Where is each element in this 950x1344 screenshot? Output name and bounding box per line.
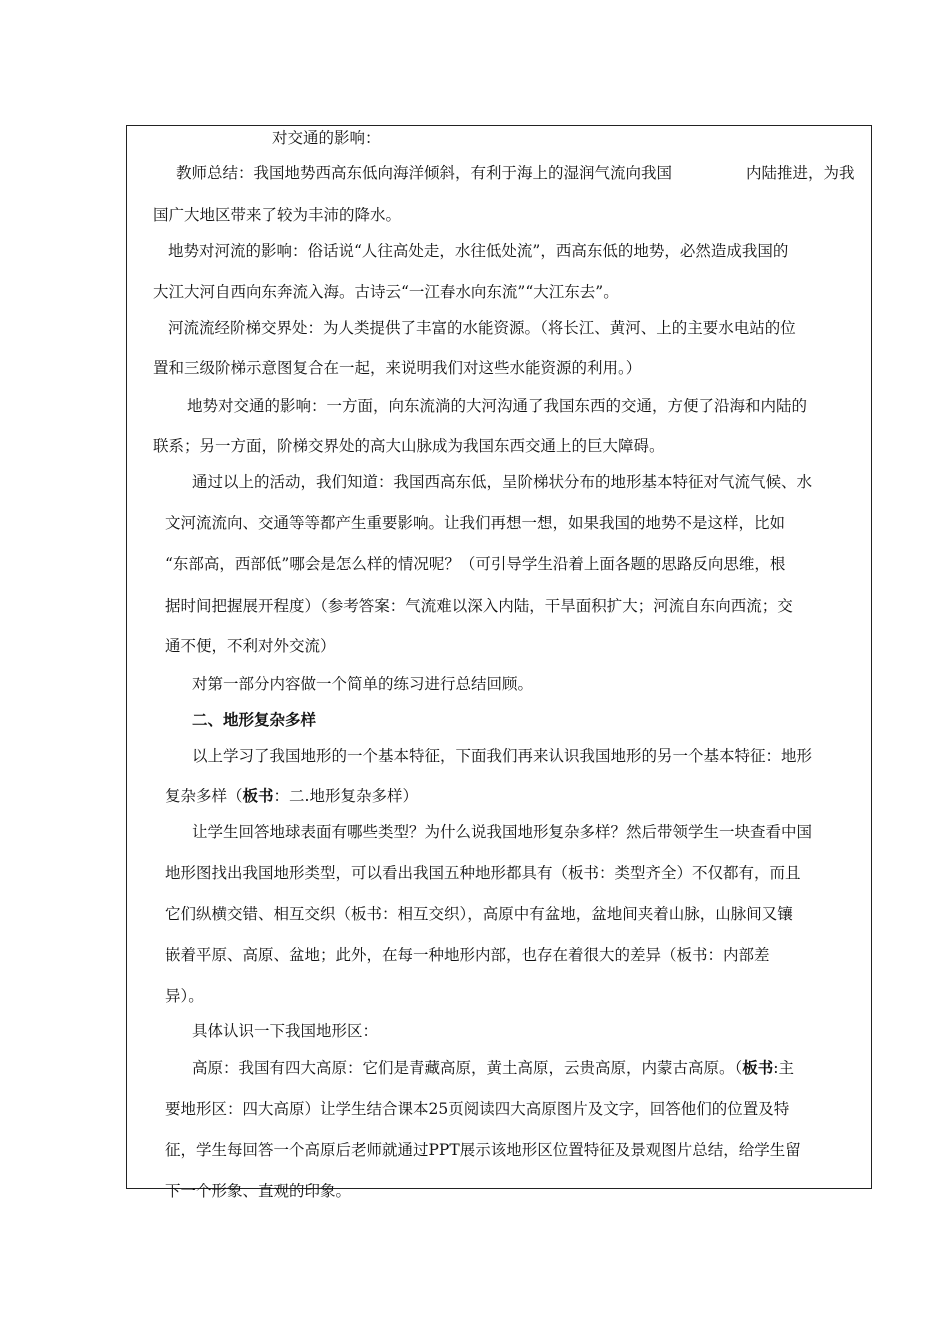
paragraph-line: 据时间把握展开程度）（参考答案：气流难以深入内陆，干旱面积扩大；河流自东向西流；交 <box>165 597 793 615</box>
paragraph-line: 内陆推进，为我 <box>746 164 855 182</box>
paragraph-line: 联系；另一方面，阶梯交界处的高大山脉成为我国东西交通上的巨大障碍。 <box>153 437 665 455</box>
text-run: 高原：我国有四大高原：它们是青藏高原，黄土高原，云贵高原，内蒙古高原。（ <box>192 1059 743 1077</box>
paragraph-line: 具体认识一下我国地形区： <box>192 1022 379 1040</box>
paragraph-line: 国广大地区带来了较为丰沛的降水。 <box>153 206 402 224</box>
paragraph-line: 要地形区：四大高原）让学生结合课本25页阅读四大高原图片及文字，回答他们的位置及特 <box>165 1100 790 1118</box>
paragraph-line: 下一个形象、直观的印象。 <box>165 1182 352 1200</box>
paragraph-line: 它们纵横交错、相互交织（板书：相互交织），高原中有盆地，盆地间夹着山脉，山脉间又镶 <box>165 905 793 923</box>
paragraph-line: 征，学生每回答一个高原后老师就通过PPT展示该地形区位置特征及景观图片总结，给学生留 <box>165 1141 801 1159</box>
paragraph-line: 教师总结：我国地势西高东低向海洋倾斜，有利于海上的湿润气流向我国 <box>176 164 673 182</box>
text-run: 复杂多样（ <box>165 787 243 805</box>
paragraph-line: “东部高，西部低”哪会是怎么样的情况呢？（可引导学生沿着上面各题的思路反向思维，根 <box>165 555 786 573</box>
text-run: ：二.地形复杂多样） <box>273 787 418 805</box>
paragraph-line: 异）。 <box>165 987 204 1005</box>
paragraph-line: 嵌着平原、高原、盆地；此外，在每一种地形内部，也存在着很大的差异（板书：内部差 <box>165 946 770 964</box>
text-run: :主 <box>773 1059 795 1077</box>
paragraph-line: 通过以上的活动，我们知道：我国西高东低，呈阶梯状分布的地形基本特征对气流气候、水 <box>192 473 813 491</box>
paragraph-line: 地势对河流的影响：俗话说“人往高处走，水往低处流”，西高东低的地势，必然造成我国的 <box>168 242 789 260</box>
paragraph-line: 让学生回答地球表面有哪些类型？为什么说我国地形复杂多样？然后带领学生一块查看中国 <box>192 823 813 841</box>
paragraph-line: 置和三级阶梯示意图复合在一起，来说明我们对这些水能资源的利用。） <box>153 359 642 377</box>
paragraph-line: 地形图找出我国地形类型，可以看出我国五种地形都具有（板书：类型齐全）不仅都有，而且 <box>165 864 801 882</box>
paragraph-line <box>165 786 418 806</box>
section-heading: 二、地形复杂多样 <box>192 710 317 729</box>
board-note-label: 板书 <box>242 786 274 805</box>
paragraph-line: 通不便，不利对外交流） <box>165 637 336 655</box>
paragraph-line <box>192 1058 794 1078</box>
paragraph-line: 河流流经阶梯交界处：为人类提供了丰富的水能资源。（将长江、黄河、上的主要水电站的位 <box>168 319 796 337</box>
paragraph-line: 文河流流向、交通等等都产生重要影响。让我们再想一想，如果我国的地势不是这样，比如 <box>165 514 786 532</box>
paragraph-line: 对第一部分内容做一个简单的练习进行总结回顾。 <box>192 675 534 693</box>
paragraph-line: 大江大河自西向东奔流入海。古诗云“一江春水向东流”“大江东去”。 <box>153 283 619 301</box>
paragraph-line: 以上学习了我国地形的一个基本特征，下面我们再来认识我国地形的另一个基本特征：地形 <box>192 747 813 765</box>
board-note-label: 板书 <box>742 1058 774 1077</box>
section-label: 对交通的影响： <box>272 129 381 147</box>
paragraph-line: 地势对交通的影响：一方面，向东流淌的大河沟通了我国东西的交通，方便了沿海和内陆的 <box>187 397 808 415</box>
